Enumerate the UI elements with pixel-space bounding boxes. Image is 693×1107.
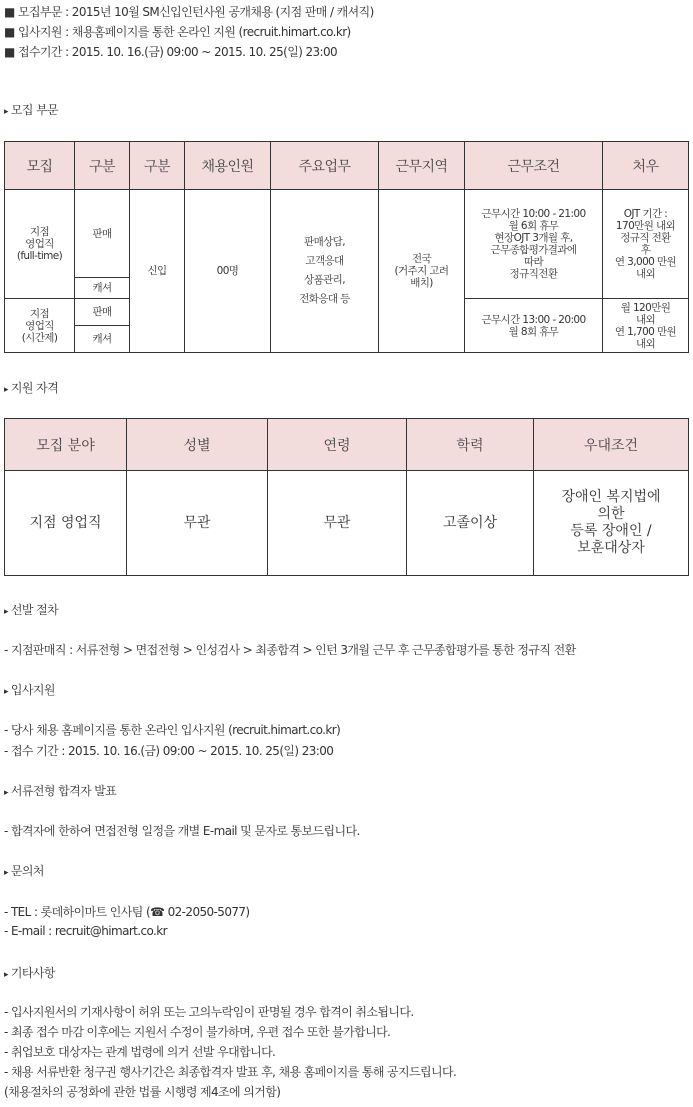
header-cell: 모집 (5, 142, 75, 190)
header-cell: 채용인원 (185, 142, 271, 190)
type-cell: 캐셔 (75, 326, 130, 353)
header-cell: 처우 (603, 142, 689, 190)
etc-line: (채용절차의 공정화에 관한 법률 시행령 제4조에 의거함) (4, 1085, 281, 1099)
pay-cell: 월 120만원 내외 연 1,700 만원 내외 (603, 299, 689, 353)
region-cell: 전국 (거주지 고려 배치) (379, 190, 465, 353)
type-cell: 판매 (75, 299, 130, 326)
triangle-bullet-icon: ▸ (4, 970, 8, 980)
process-text: - 지점판매직 : 서류전형 > 면접전형 > 인성검사 > 최종합격 > 인턴 3개월 근무 후 근무종합평가를 통한 정규직 전환 (4, 643, 576, 657)
etc-line: - 최종 접수 마감 이후에는 지원서 수정이 불가하며, 우편 접수 또한 불가합니다. (4, 1025, 391, 1039)
intro-line: ■ 접수기간 : 2015. 10. 16.(금) 09:00 ~ 2015. 10. 25(일) 23:00 (4, 45, 338, 59)
header-cell: 우대조건 (534, 419, 689, 471)
apply-line: - 당사 채용 홈페이지를 통한 온라인 입사지원 (recruit.himart.co.kr) (4, 723, 341, 737)
table-cell: 장애인 복지법에 의한 등록 장애인 / 보훈대상자 (534, 471, 689, 576)
qualification-table (4, 418, 689, 576)
intro-line: ■ 모집부문 : 2015년 10월 SM신입인턴사원 공개채용 (지점 판매 / 캐셔직) (4, 5, 374, 19)
section-heading: ▸ 선발 절차 (4, 603, 59, 617)
intro-line: ■ 입사지원 : 채용홈페이지를 통한 온라인 지원 (recruit.himart.co.kr) (4, 25, 351, 39)
type-cell: 캐셔 (75, 278, 130, 299)
recruit-table (4, 141, 689, 353)
section-heading: ▸ 기타사항 (4, 966, 55, 980)
table-cell: 무관 (127, 471, 268, 576)
table-cell: 지점 영업직 (5, 471, 127, 576)
section-heading: ▸ 지원 자격 (4, 381, 59, 395)
etc-line: - 취업보호 대상자는 관계 법령에 의거 선발 우대합니다. (4, 1045, 276, 1059)
header-cell: 연령 (268, 419, 407, 471)
type-cell: 판매 (75, 190, 130, 278)
triangle-bullet-icon: ▸ (4, 385, 8, 395)
triangle-bullet-icon: ▸ (4, 107, 8, 117)
contact-email: - E-mail : recruit@himart.co.kr (4, 924, 167, 938)
condition-cell: 근무시간 13:00 - 20:00 월 8회 휴무 (465, 299, 603, 353)
section-heading: ▸ 입사지원 (4, 683, 55, 697)
table-header-row (5, 142, 689, 190)
table-cell: 고졸이상 (407, 471, 534, 576)
header-cell: 근무지역 (379, 142, 465, 190)
header-cell: 모집 분야 (5, 419, 127, 471)
contact-tel: - TEL : 롯데하이마트 인사팀 (☎ 02-2050-5077) (4, 905, 250, 919)
section-heading: ▸ 모집 부문 (4, 103, 59, 117)
group-cell: 지점 영업직 (full-time) (5, 190, 75, 299)
header-cell: 구분 (75, 142, 130, 190)
header-cell: 구분 (130, 142, 185, 190)
header-cell: 근무조건 (465, 142, 603, 190)
header-cell: 학력 (407, 419, 534, 471)
group-cell: 지점 영업직 (시간제) (5, 299, 75, 353)
apply-line: - 접수 기간 : 2015. 10. 16.(금) 09:00 ~ 2015. 10. 25(일) 23:00 (4, 744, 334, 758)
etc-line: - 입사지원서의 기재사항이 허위 또는 고의누락임이 판명될 경우 합격이 취소됩니다. (4, 1005, 414, 1019)
announce-text: - 합격자에 한하여 면접전형 일정을 개별 E-mail 및 문자로 통보드립니다. (4, 824, 360, 838)
count-cell: 00명 (185, 190, 271, 353)
section-heading: ▸ 서류전형 합격자 발표 (4, 784, 117, 798)
etc-line: - 채용 서류반환 청구권 행사기간은 최종합격자 발표 후, 채용 홈페이지를 통해 공지드립니다. (4, 1065, 457, 1079)
table-row (5, 471, 689, 576)
triangle-bullet-icon: ▸ (4, 607, 8, 617)
triangle-bullet-icon: ▸ (4, 868, 8, 878)
table-row (5, 190, 689, 278)
pay-cell: OJT 기간 : 170만원 내외 정규직 전환 후 연 3,000 만원 내외 (603, 190, 689, 299)
table-cell: 무관 (268, 471, 407, 576)
triangle-bullet-icon: ▸ (4, 687, 8, 697)
table-header-row (5, 419, 689, 471)
career-cell: 신입 (130, 190, 185, 353)
section-heading: ▸ 문의처 (4, 864, 44, 878)
condition-cell: 근무시간 10:00 - 21:00 월 6회 휴무 현장OJT 3개월 후, 근무종합평가결과에 따라 정규직전환 (465, 190, 603, 299)
triangle-bullet-icon: ▸ (4, 788, 8, 798)
header-cell: 성별 (127, 419, 268, 471)
duties-cell: 판매상담, 고객응대 상품관리, 전화응대 등 (271, 190, 379, 353)
header-cell: 주요업무 (271, 142, 379, 190)
